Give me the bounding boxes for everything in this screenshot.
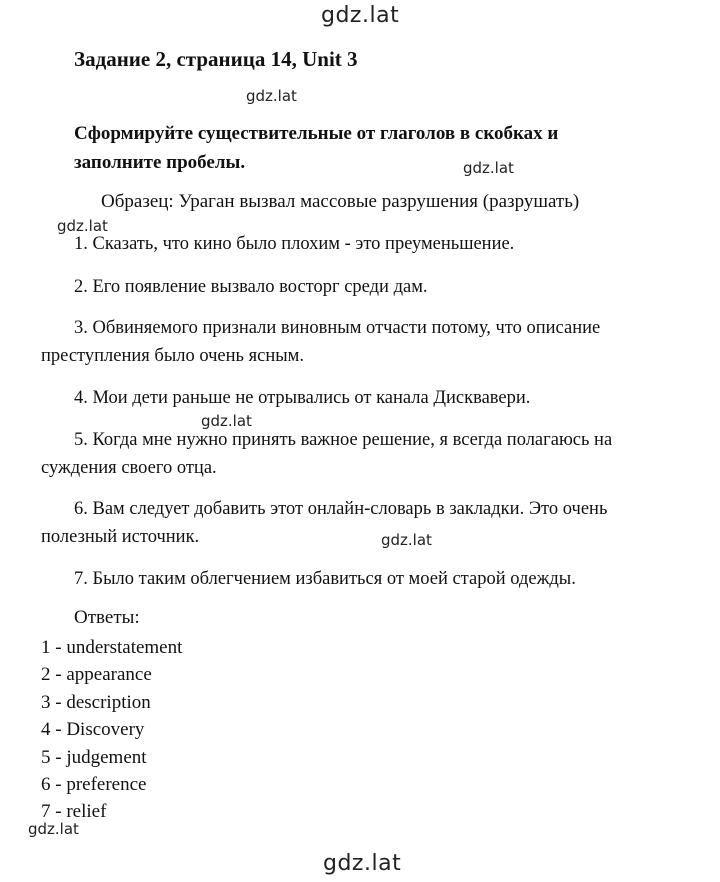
sentence-line: 1. Сказать, что кино было плохим - это преуменьшение. <box>74 234 515 254</box>
sentence-line: суждения своего отца. <box>41 458 217 478</box>
sentence-item <box>74 384 530 412</box>
sentence-item <box>41 314 600 370</box>
sentence-item <box>74 273 428 301</box>
answer-item: 7 - relief <box>41 801 107 823</box>
page-title: Задание 2, страница 14, Unit 3 <box>74 47 358 71</box>
sentence-line: 6. Вам следует добавить этот онлайн-словарь в закладки. Это очень <box>74 499 608 519</box>
answers-list <box>41 634 182 826</box>
watermark: gdz.lat <box>201 412 252 430</box>
sample-sentence: Образец: Ураган вызвал массовые разрушения (разрушать) <box>101 191 580 212</box>
answer-item: 1 - understatement <box>41 637 183 658</box>
watermark-bottom: gdz.lat <box>323 851 402 876</box>
sentence-item <box>74 230 514 258</box>
answer-item: 5 - judgement <box>41 746 147 768</box>
task-instruction <box>74 119 634 177</box>
watermark: gdz.lat <box>381 531 432 549</box>
sentence-line: преступления было очень ясным. <box>41 346 304 366</box>
watermark: gdz.lat <box>57 217 108 235</box>
watermark: gdz.lat <box>463 159 514 177</box>
answer-item: 2 - appearance <box>41 664 152 686</box>
watermark-top: gdz.lat <box>321 3 400 28</box>
sentence-item <box>41 426 612 482</box>
answer-item: 6 - preference <box>41 774 147 796</box>
sentence-line: 4. Мои дети раньше не отрывались от канала Дисквавери. <box>74 388 531 408</box>
watermark: gdz.lat <box>28 820 79 838</box>
sentence-line: 5. Когда мне нужно принять важное решение, я всегда полагаюсь на <box>74 430 613 450</box>
sentence-line: полезный источник. <box>41 527 200 547</box>
answer-item: 3 - description <box>41 691 151 713</box>
sentence-item <box>74 565 576 593</box>
sentence-item <box>41 495 607 551</box>
answer-item: 4 - Discovery <box>41 719 145 741</box>
sentence-line: 2. Его появление вызвало восторг среди дам. <box>74 277 428 297</box>
instruction-line: Сформируйте существительные от глаголов в скобках и <box>74 123 559 144</box>
watermark: gdz.lat <box>246 87 297 105</box>
sentence-line: 7. Было таким облегчением избавиться от моей старой одежды. <box>74 569 576 589</box>
sentence-line: 3. Обвиняемого признали виновным отчасти потому, что описание <box>74 318 601 338</box>
instruction-line: заполните пробелы. <box>74 152 246 173</box>
answers-heading: Ответы: <box>74 607 140 628</box>
